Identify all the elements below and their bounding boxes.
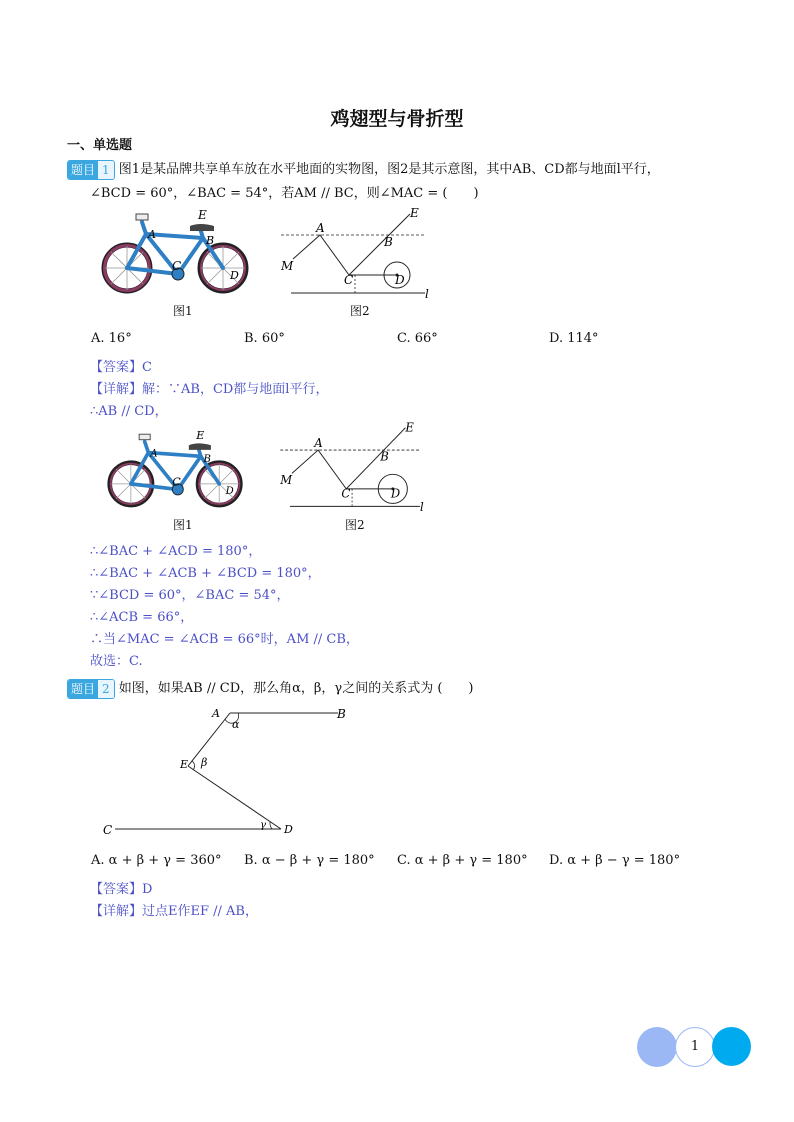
figure-2-caption: 图2 bbox=[350, 304, 370, 318]
svg-text:A: A bbox=[150, 448, 158, 460]
svg-text:A: A bbox=[314, 436, 323, 451]
q1-answer: 【答案】C bbox=[90, 360, 152, 375]
svg-text:E: E bbox=[198, 208, 207, 222]
page-number: 1 bbox=[675, 1027, 715, 1067]
svg-text:C: C bbox=[172, 259, 182, 273]
diagram-figure-2 bbox=[275, 204, 440, 304]
svg-text:l: l bbox=[419, 500, 424, 515]
q1-option-a[interactable]: A. 16° bbox=[91, 331, 132, 346]
svg-text:D: D bbox=[225, 486, 234, 497]
svg-text:D: D bbox=[230, 269, 239, 282]
svg-text:A: A bbox=[212, 707, 220, 720]
question-2-line-1 bbox=[67, 677, 473, 699]
svg-text:B: B bbox=[337, 707, 346, 721]
question-2-tag: 题目 2 bbox=[67, 679, 115, 699]
svg-text:l: l bbox=[425, 287, 429, 301]
q1-solution-line: ∴当∠MAC = ∠ACB = 66°时，AM // CB， bbox=[90, 632, 359, 647]
q2-solution-line: 【详解】过点E作EF // AB， bbox=[90, 904, 258, 919]
question-2-text: 如图，如果AB // CD，那么角α，β，γ之间的关系式为 ( ) bbox=[118, 681, 474, 696]
svg-text:M: M bbox=[280, 473, 293, 488]
q1-option-b[interactable]: B. 60° bbox=[244, 331, 285, 346]
svg-text:A: A bbox=[148, 228, 156, 241]
svg-text:E: E bbox=[405, 420, 414, 435]
svg-text:D: D bbox=[390, 486, 401, 501]
svg-text:γ: γ bbox=[260, 820, 266, 831]
q2-option-d[interactable]: D. α + β − γ = 180° bbox=[549, 853, 681, 868]
svg-text:B: B bbox=[206, 234, 215, 247]
svg-text:D: D bbox=[395, 273, 405, 287]
solution-diagram-figure-2 bbox=[272, 420, 437, 517]
svg-text:E: E bbox=[196, 428, 205, 442]
svg-text:C: C bbox=[103, 823, 113, 837]
svg-text:D: D bbox=[284, 823, 293, 836]
question-1-tag: 题目 1 bbox=[67, 160, 115, 180]
q2-diagram bbox=[98, 702, 358, 840]
q1-option-d[interactable]: D. 114° bbox=[549, 331, 599, 346]
page-decor-dot bbox=[637, 1027, 677, 1067]
bicycle-figure-1 bbox=[98, 204, 253, 304]
svg-text:M: M bbox=[281, 259, 294, 273]
q1-solution-line: ∴∠BAC + ∠ACD = 180°， bbox=[90, 544, 262, 559]
svg-text:A: A bbox=[316, 221, 325, 235]
q1-solution-line: ∴AB // CD， bbox=[90, 404, 168, 419]
svg-text:E: E bbox=[410, 206, 419, 220]
svg-text:C: C bbox=[341, 486, 351, 501]
q2-answer: 【答案】D bbox=[90, 882, 153, 897]
section-heading: 一、单选题 bbox=[67, 138, 133, 153]
question-1-text: 图1是某品牌共享单车放在水平地面的实物图，图2是其示意图，其中AB、CD都与地面l平行， bbox=[118, 162, 660, 177]
q1-solution-line: 故选：C. bbox=[90, 654, 143, 669]
page-title: 鸡翅型与骨折型 bbox=[330, 108, 464, 130]
q1-solution-line: 【详解】解：∵AB，CD都与地面l平行， bbox=[90, 382, 329, 397]
solution-bicycle-figure-1 bbox=[98, 425, 253, 517]
svg-text:α: α bbox=[232, 718, 240, 731]
q2-option-c[interactable]: C. α + β + γ = 180° bbox=[397, 853, 528, 868]
svg-text:B: B bbox=[384, 235, 393, 249]
solution-figure-1-caption: 图1 bbox=[173, 518, 193, 532]
question-1-line-1 bbox=[67, 158, 660, 180]
figure-1-caption: 图1 bbox=[173, 304, 193, 318]
q1-solution-line: ∵∠BCD = 60°，∠BAC = 54°， bbox=[90, 588, 290, 603]
svg-text:C: C bbox=[172, 475, 181, 489]
svg-text:E: E bbox=[180, 758, 189, 771]
q1-solution-line: ∴∠BAC + ∠ACB + ∠BCD = 180°， bbox=[90, 566, 321, 581]
svg-text:C: C bbox=[344, 273, 354, 287]
q2-option-a[interactable]: A. α + β + γ = 360° bbox=[91, 853, 222, 868]
page-decor-dot bbox=[712, 1027, 751, 1066]
q1-option-c[interactable]: C. 66° bbox=[397, 331, 438, 346]
question-1-line-2: ∠BCD = 60°，∠BAC = 54°，若AM // BC，则∠MAC = ( ) bbox=[90, 186, 479, 201]
q2-option-b[interactable]: B. α − β + γ = 180° bbox=[244, 853, 375, 868]
svg-text:B: B bbox=[380, 449, 389, 464]
svg-text:β: β bbox=[201, 756, 208, 769]
q1-solution-line: ∴∠ACB = 66°， bbox=[90, 610, 194, 625]
solution-figure-2-caption: 图2 bbox=[345, 518, 365, 532]
svg-text:B: B bbox=[203, 453, 211, 465]
